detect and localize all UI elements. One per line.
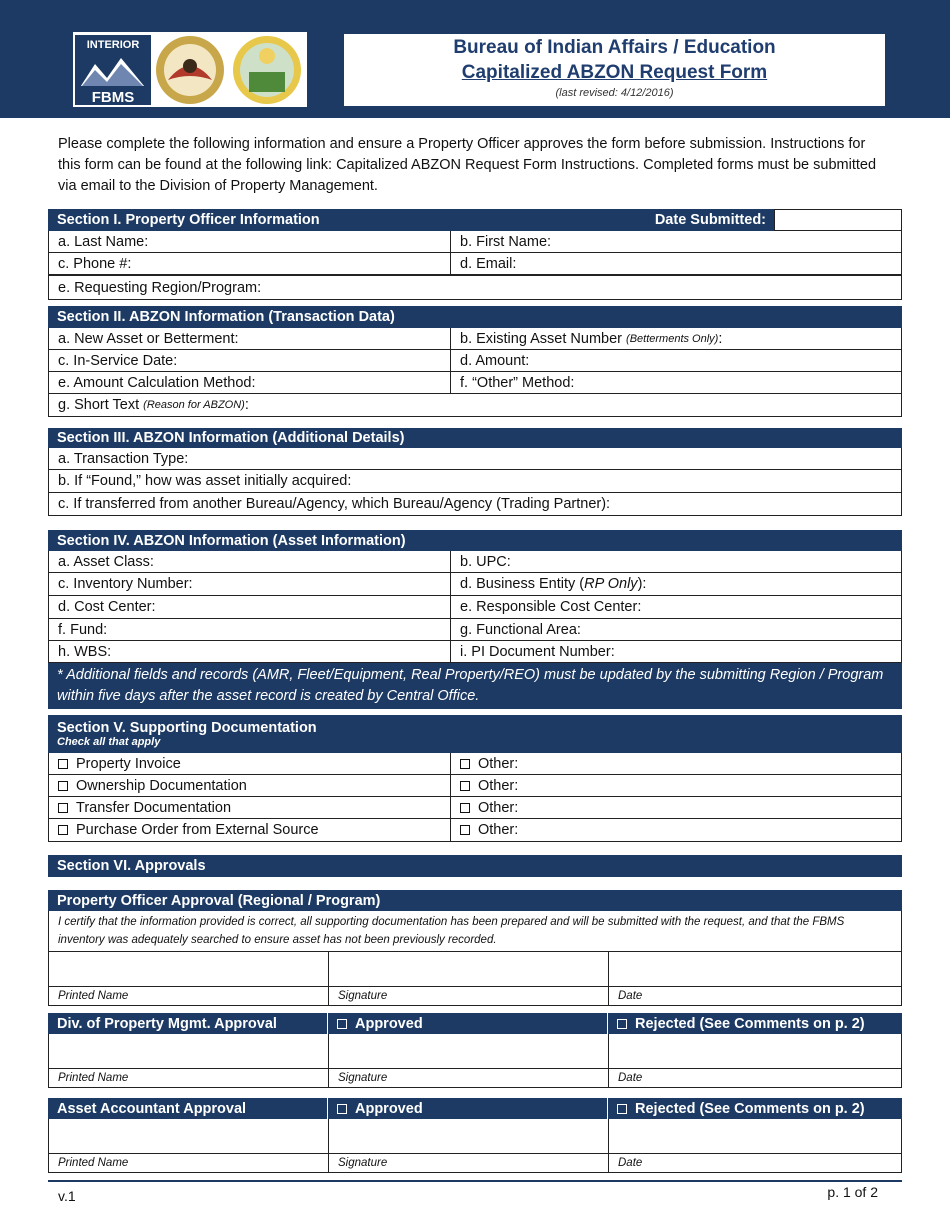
org-title: Bureau of Indian Affairs / Education <box>453 37 776 58</box>
region-program-label: e. Requesting Region/Program: <box>58 279 262 296</box>
title-box <box>344 34 885 106</box>
business-entity-label: d. Business Entity ( <box>460 576 585 592</box>
date-submitted-label: Date Submitted: <box>654 212 766 228</box>
first-name-label: b. First Name: <box>460 233 552 250</box>
other-label: Other: <box>478 799 519 816</box>
trading-partner-label: c. If transferred from another Bureau/Agency, which Bureau/Agency (Trading Partner): <box>58 496 611 512</box>
last-name-label: a. Last Name: <box>58 233 149 250</box>
existing-asset-label: b. Existing Asset Number <box>460 330 622 347</box>
intro-text: Please complete the following information and ensure a Property Officer approves the form before submission. Instructions for this form can be found at the following link: Capitalized ABZON Request Form Instructions. Completed forms must be submitted via email to the Division of Property Management. <box>58 136 877 194</box>
checkbox-icon[interactable] <box>337 1019 347 1029</box>
printed-name-label: Printed Name <box>49 1069 329 1087</box>
section-5-header <box>48 715 902 753</box>
doc-label: Purchase Order from External Source <box>76 822 319 838</box>
phone-field[interactable] <box>49 253 451 274</box>
dpm-printed-name-field[interactable] <box>49 1034 329 1068</box>
email-field[interactable] <box>451 253 901 274</box>
section-2-header: Section II. ABZON Information (Transaction Data) <box>48 306 902 328</box>
amount-label: d. Amount: <box>460 352 530 369</box>
doc-checkbox-purchase-order[interactable] <box>49 819 451 841</box>
responsible-cost-center-field[interactable] <box>451 596 901 618</box>
other-method-field[interactable] <box>451 372 901 393</box>
existing-asset-field[interactable]: b. Existing Asset Number (Betterments Only) : <box>460 330 723 347</box>
section-1 <box>48 209 902 300</box>
signature-label: Signature <box>329 1154 609 1172</box>
upc-field[interactable] <box>451 551 901 572</box>
fund-label: f. Fund: <box>58 621 108 638</box>
last-name-field[interactable] <box>49 231 451 252</box>
short-text-label: g. Short Text <box>58 397 140 413</box>
new-asset-label: a. New Asset or Betterment: <box>58 330 239 347</box>
header-banner <box>0 0 950 118</box>
certification-text: I certify that the information provided is correct, all supporting documentation has been prepared and will be submitted with the request, and that the FBMS inventory was adequately searched to ensure asset has not been previously recorded. <box>48 911 902 952</box>
section-2 <box>48 306 902 417</box>
dpm-signature-field[interactable] <box>329 1034 609 1068</box>
rejected-label: Rejected (See Comments on p. 2) <box>635 1015 865 1032</box>
approved-label: Approved <box>355 1100 423 1117</box>
section-4 <box>48 530 902 709</box>
doc-checkbox-transfer[interactable] <box>49 797 451 818</box>
cost-center-label: d. Cost Center: <box>58 599 156 615</box>
amount-field[interactable] <box>451 350 901 371</box>
checkbox-icon[interactable] <box>58 759 68 769</box>
aa-approval-header <box>48 1098 902 1119</box>
phone-label: c. Phone #: <box>58 255 132 272</box>
inventory-number-field[interactable] <box>49 573 451 595</box>
section-3 <box>48 428 902 516</box>
section-5 <box>48 715 902 842</box>
doc-checkbox-other-2[interactable] <box>451 775 901 796</box>
checkbox-icon[interactable] <box>58 781 68 791</box>
checkbox-icon[interactable] <box>337 1104 347 1114</box>
property-officer-approval <box>48 890 902 1006</box>
short-text-note: (Reason for ABZON) <box>143 399 245 411</box>
first-name-field[interactable] <box>451 231 901 252</box>
aa-signature-field[interactable] <box>329 1119 609 1153</box>
doc-label: Property Invoice <box>76 755 181 772</box>
functional-area-label: g. Functional Area: <box>460 621 581 638</box>
checkbox-icon[interactable] <box>617 1019 627 1029</box>
wbs-label: h. WBS: <box>58 643 112 660</box>
transaction-type-label: a. Transaction Type: <box>58 450 189 467</box>
other-label: Other: <box>478 822 519 838</box>
email-label: d. Email: <box>460 255 517 272</box>
logos <box>73 32 307 107</box>
checkbox-icon[interactable] <box>460 781 470 791</box>
printed-name-label: Printed Name <box>49 987 329 1005</box>
aa-title: Asset Accountant Approval <box>48 1098 328 1119</box>
dpm-approval <box>48 1013 902 1088</box>
section-6 <box>48 855 902 877</box>
date-label: Date <box>618 1157 643 1169</box>
page-number: p. 1 of 2 <box>827 1184 878 1200</box>
wbs-field[interactable] <box>49 641 451 662</box>
asset-class-label: a. Asset Class: <box>58 553 154 570</box>
printed-name-label: Printed Name <box>49 1154 329 1172</box>
asset-class-field[interactable] <box>49 551 451 572</box>
trading-partner-field[interactable] <box>49 493 901 515</box>
date-submitted-field[interactable] <box>774 209 902 231</box>
business-entity-note: RP Only <box>584 576 638 592</box>
checkbox-icon[interactable] <box>58 825 68 835</box>
dpm-title: Div. of Property Mgmt. Approval <box>48 1013 328 1034</box>
new-asset-field[interactable] <box>49 328 451 349</box>
calc-method-field[interactable] <box>49 372 451 393</box>
approved-label: Approved <box>355 1015 423 1032</box>
section-6-header: Section VI. Approvals <box>48 855 902 877</box>
po-signature-field[interactable] <box>329 952 609 986</box>
calc-method-label: e. Amount Calculation Method: <box>58 374 256 391</box>
doc-checkbox-other-3[interactable] <box>451 797 901 818</box>
checkbox-icon[interactable] <box>460 825 470 835</box>
dpm-date-field[interactable] <box>609 1034 901 1068</box>
responsible-cost-center-label: e. Responsible Cost Center: <box>460 599 642 615</box>
functional-area-field[interactable] <box>451 619 901 640</box>
pi-document-field[interactable] <box>451 641 901 662</box>
short-text-field[interactable]: g. Short Text (Reason for ABZON) : <box>58 397 249 413</box>
section-5-title: Section V. Supporting Documentation <box>57 720 317 736</box>
doc-checkbox-ownership[interactable] <box>49 775 451 796</box>
signature-label: Signature <box>329 987 609 1005</box>
aa-rejected-option[interactable] <box>608 1098 902 1119</box>
found-acquired-label: b. If “Found,” how was asset initially acquired: <box>58 473 352 489</box>
form-title: Capitalized ABZON Request Form <box>461 62 768 83</box>
revision-date: (last revised: 4/12/2016) <box>555 87 674 99</box>
found-acquired-field[interactable] <box>49 470 901 492</box>
doc-checkbox-other-4[interactable] <box>451 819 901 841</box>
business-entity-field[interactable]: d. Business Entity ( RP Only ): <box>460 576 647 592</box>
dpm-rejected-option[interactable] <box>608 1013 902 1034</box>
fund-field[interactable] <box>49 619 451 640</box>
upc-label: b. UPC: <box>460 553 511 570</box>
rejected-label: Rejected (See Comments on p. 2) <box>635 1100 865 1117</box>
date-label: Date <box>618 1072 643 1084</box>
aa-printed-name-field[interactable] <box>49 1119 329 1153</box>
checkbox-icon[interactable] <box>460 803 470 813</box>
region-program-field[interactable] <box>49 276 901 299</box>
doc-checkbox-property-invoice[interactable] <box>49 753 451 774</box>
section-3-header: Section III. ABZON Information (Additional Details) <box>48 428 902 448</box>
in-service-date-field[interactable] <box>49 350 451 371</box>
inventory-number-label: c. Inventory Number: <box>58 576 193 592</box>
section-5-subtitle: Check all that apply <box>57 736 161 748</box>
dpm-approved-option[interactable] <box>328 1013 608 1034</box>
other-label: Other: <box>478 755 519 772</box>
existing-asset-note: (Betterments Only) <box>626 332 719 345</box>
pi-document-label: i. PI Document Number: <box>460 643 615 660</box>
section-1-title: Section I. Property Officer Information <box>57 212 320 228</box>
dpm-approval-header <box>48 1013 902 1034</box>
aa-date-field[interactable] <box>609 1119 901 1153</box>
checkbox-icon[interactable] <box>58 803 68 813</box>
interior-logo-text: INTERIOR <box>86 39 140 51</box>
signature-label: Signature <box>329 1069 609 1087</box>
asset-accountant-approval <box>48 1098 902 1173</box>
fbms-logo-text: FBMS <box>91 89 135 106</box>
other-method-label: f. “Other” Method: <box>460 374 575 391</box>
doc-checkbox-other-1[interactable] <box>451 753 901 774</box>
po-printed-name-field[interactable] <box>49 952 329 986</box>
date-label: Date <box>618 990 643 1002</box>
po-date-field[interactable] <box>609 952 901 986</box>
po-approval-header: Property Officer Approval (Regional / Program) <box>48 890 902 911</box>
checkbox-icon[interactable] <box>460 759 470 769</box>
logo-group <box>73 32 307 107</box>
cost-center-field[interactable] <box>49 596 451 618</box>
doc-label: Ownership Documentation <box>76 777 247 794</box>
asset-info-note: * Additional fields and records (AMR, Fleet/Equipment, Real Property/REO) must be updated by the submitting Region / Program within five days after the asset record is created by Central Office. <box>48 663 902 709</box>
in-service-date-label: c. In-Service Date: <box>58 352 178 369</box>
aa-approved-option[interactable] <box>328 1098 608 1119</box>
footer-divider <box>48 1180 902 1182</box>
doc-label: Transfer Documentation <box>76 799 232 816</box>
transaction-type-field[interactable] <box>49 448 901 469</box>
checkbox-icon[interactable] <box>617 1104 627 1114</box>
version-label: v.1 <box>58 1188 76 1204</box>
section-1-header <box>48 209 774 231</box>
other-label: Other: <box>478 777 519 794</box>
section-4-header: Section IV. ABZON Information (Asset Information) <box>48 530 902 551</box>
